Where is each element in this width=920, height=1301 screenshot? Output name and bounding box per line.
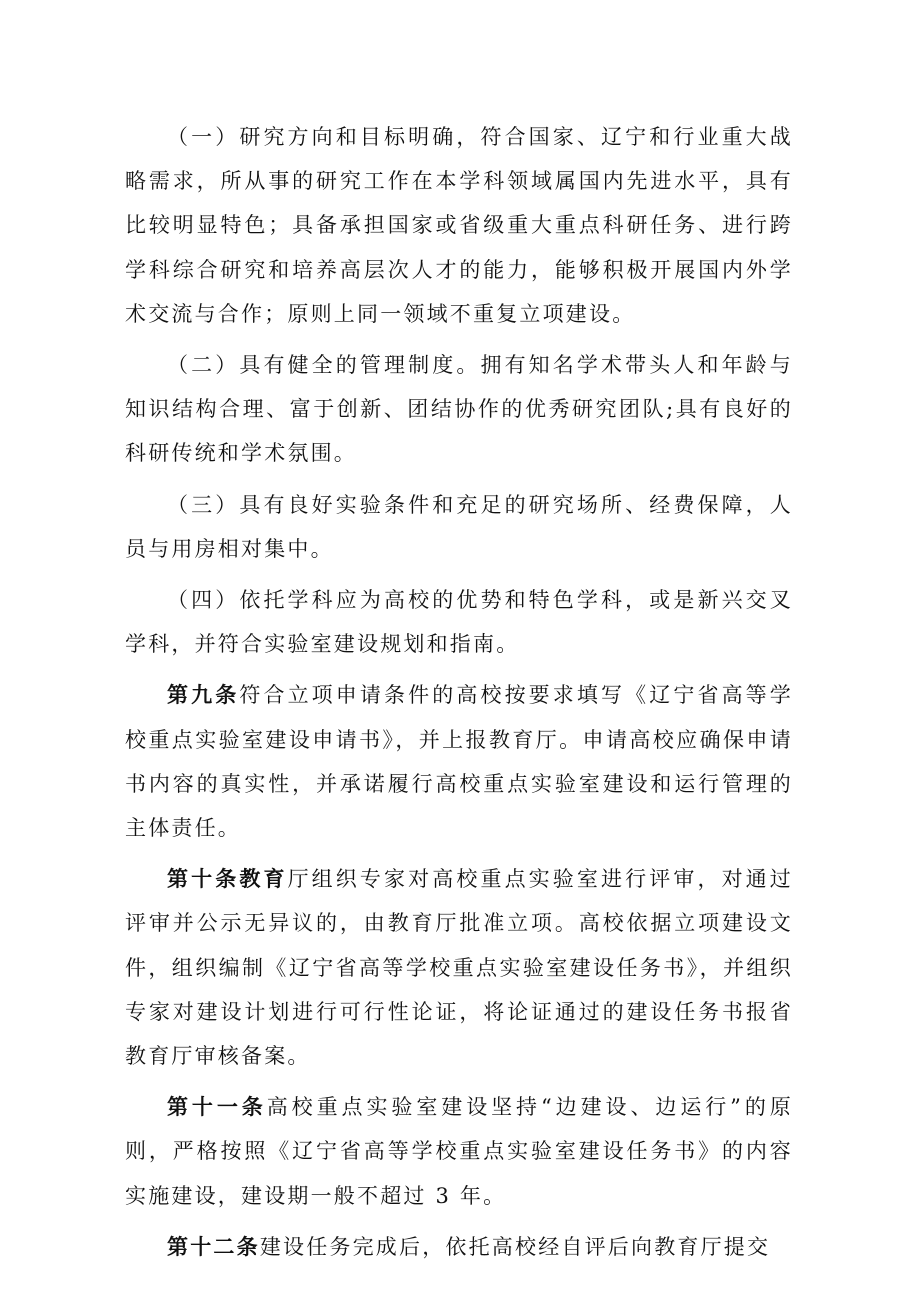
paragraph-text: 高校重点实验室建设坚持“边建设、边运行”的原则，严格按照《辽宁省高等学校重点实验室建设任务书》的内容实施建设，建设期一般不超过 3 年。: [125, 1095, 793, 1208]
article-heading: 第九条: [167, 682, 240, 708]
condition-paragraph-2: [125, 343, 793, 476]
article-9-paragraph: [125, 673, 793, 850]
paragraph-text: 符合立项申请条件的高校按要求填写《辽宁省高等学校重点实验室建设申请书》，并上报教育厅。申请高校应确保申请书内容的真实性，并承诺履行高校重点实验室建设和运行管理的主体责任。: [125, 683, 793, 841]
article-12-paragraph: [125, 1225, 793, 1269]
paragraph-text: （三）具有良好实验条件和充足的研究场所、经费保障，人员与用房相对集中。: [125, 492, 793, 561]
paragraph-text: （四）依托学科应为高校的优势和特色学科，或是新兴交叉学科，并符合实验室建设规划和指南。: [125, 588, 793, 657]
paragraph-text: （二）具有健全的管理制度。拥有知名学术带头人和年龄与知识结构合理、富于创新、团结协作的优秀研究团队;具有良好的科研传统和学术氛围。: [125, 353, 793, 466]
article-heading: 第十条教育: [167, 866, 288, 892]
article-10-paragraph: [125, 857, 793, 1078]
paragraph-text: 厅组织专家对高校重点实验室进行评审，对通过评审并公示无异议的，由教育厅批准立项。高校依据立项建设文件，组织编制《辽宁省高等学校重点实验室建设任务书》，并组织专家对建设计划进行可行性论证，将论证通过的建设任务书报省教育厅审核备案。: [125, 867, 793, 1069]
document-body: [125, 115, 793, 1269]
condition-paragraph-4: [125, 578, 793, 666]
article-heading: 第十一条: [167, 1094, 267, 1120]
paragraph-text: 建设任务完成后，依托高校经自评后向教育厅提交: [259, 1234, 771, 1259]
condition-paragraph-1: [125, 115, 793, 336]
condition-paragraph-3: [125, 483, 793, 571]
article-11-paragraph: [125, 1085, 793, 1218]
paragraph-text: （一）研究方向和目标明确，符合国家、辽宁和行业重大战略需求，所从事的研究工作在本学科领域属国内先进水平，具有比较明显特色；具备承担国家或省级重大重点科研任务、进行跨学科综合研究和培养高层次人才的能力，能够积极开展国内外学术交流与合作；原则上同一领域不重复立项建设。: [125, 125, 793, 326]
article-heading: 第十二条: [167, 1233, 260, 1259]
